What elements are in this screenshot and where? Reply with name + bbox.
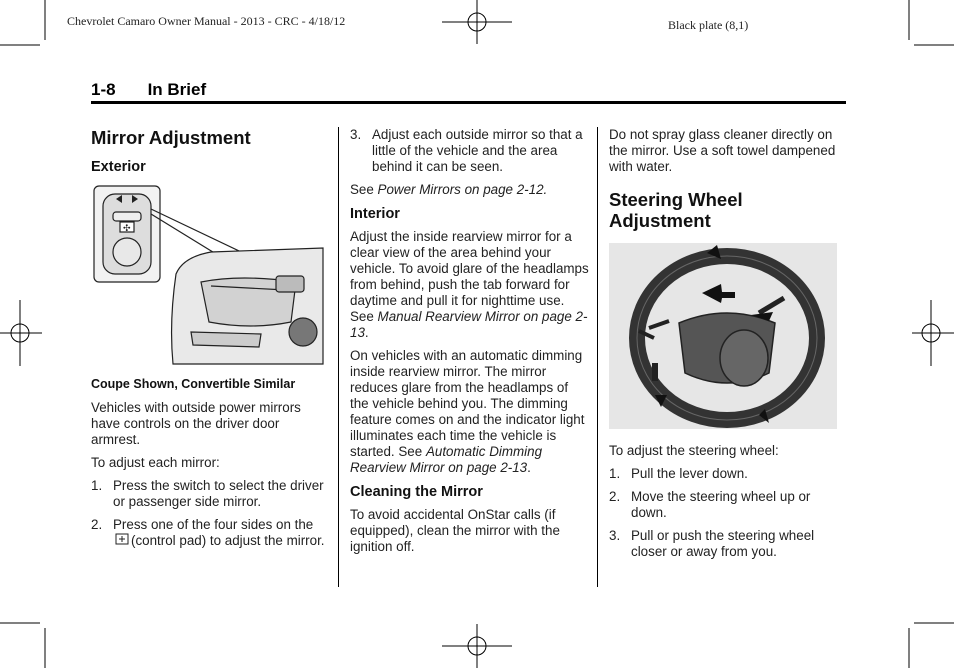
see-prefix: See — [350, 182, 378, 197]
step-number: 2. — [91, 517, 103, 532]
paragraph — [350, 229, 590, 341]
control-pad-icon — [115, 533, 129, 546]
paragraph-text: On vehicles with an automatic dimming inside rearview mirror. The mirror reduces glare from the headlamps of the vehicle behind you. The dimming feature comes on and the indicator light illuminates each time the vehicle is started. See — [350, 348, 585, 459]
cross-reference: Power Mirrors on page 2-12. — [377, 182, 548, 197]
paragraph: Vehicles with outside power mirrors have controls on the driver door armrest. — [91, 400, 301, 447]
paragraph-end: . — [364, 325, 369, 340]
page-number: 1-8 — [91, 80, 116, 99]
step-number: 3. — [609, 528, 621, 543]
column-divider — [338, 127, 339, 587]
cross-reference: Manual Rearview Mirror on page 2-13 — [350, 309, 588, 340]
step-text: Move the steering wheel up or down. — [631, 489, 811, 520]
subsection-title: Cleaning the Mirror — [350, 484, 483, 500]
steps-list — [609, 466, 844, 560]
column-1 — [91, 127, 331, 556]
paragraph: To avoid accidental OnStar calls (if equipped), clean the mirror with the ignition off. — [350, 507, 560, 554]
subsection-title: Exterior — [91, 159, 146, 175]
step-text: (control pad) to adjust the mirror. — [131, 533, 325, 548]
paragraph: To adjust each mirror: — [91, 455, 220, 470]
subsection-title: Interior — [350, 206, 400, 222]
column-divider — [597, 127, 598, 587]
cross-reference: Automatic Dimming Rearview Mirror on page 2-13 — [350, 444, 543, 475]
door-mirror-control-illustration — [91, 182, 326, 372]
steps-list — [350, 127, 590, 175]
page-title: In Brief — [147, 80, 207, 99]
list-item — [609, 489, 844, 521]
step-number: 1. — [609, 466, 621, 481]
step-number: 1. — [91, 478, 103, 493]
section-title: Steering Wheel Adjustment — [609, 189, 743, 231]
paragraph: To adjust the steering wheel: — [609, 443, 779, 458]
figure-caption: Coupe Shown, Convertible Similar — [91, 377, 296, 391]
paragraph — [350, 182, 590, 198]
paragraph: Do not spray glass cleaner directly on the mirror. Use a soft towel dampened with water. — [609, 127, 836, 174]
list-item — [609, 528, 844, 560]
step-text: Press one of the four sides on the — [113, 517, 314, 532]
steps-list — [91, 478, 331, 549]
column-2 — [350, 127, 590, 562]
plate-label: Black plate (8,1) — [668, 18, 749, 32]
list-item — [91, 478, 331, 510]
step-text: Press the switch to select the driver or passenger side mirror. — [113, 478, 324, 509]
list-item — [609, 466, 844, 482]
step-text: Adjust each outside mirror so that a little of the vehicle and the area behind it can be seen. — [372, 127, 583, 174]
step-number: 3. — [350, 127, 362, 142]
page-heading — [91, 80, 206, 100]
heading-rule — [91, 101, 846, 104]
column-3 — [609, 127, 844, 567]
svg-text:✣: ✣ — [123, 224, 131, 234]
paragraph-end: . — [527, 460, 531, 475]
paragraph-text: Adjust the inside rearview mirror for a clear view of the area behind your vehicle. To avoid glare of the headlamps from behind, push the tab forward for daytime and pull it for nighttime use. See — [350, 229, 589, 324]
steering-wheel-illustration — [609, 243, 837, 429]
step-text: Pull the lever down. — [631, 466, 748, 481]
list-item — [91, 517, 331, 549]
section-title: Mirror Adjustment — [91, 127, 251, 148]
running-header: Chevrolet Camaro Owner Manual - 2013 - CRC - 4/18/12 — [67, 14, 346, 28]
list-item — [350, 127, 590, 175]
paragraph — [350, 348, 590, 476]
step-number: 2. — [609, 489, 621, 504]
step-text: Pull or push the steering wheel closer or away from you. — [631, 528, 815, 559]
